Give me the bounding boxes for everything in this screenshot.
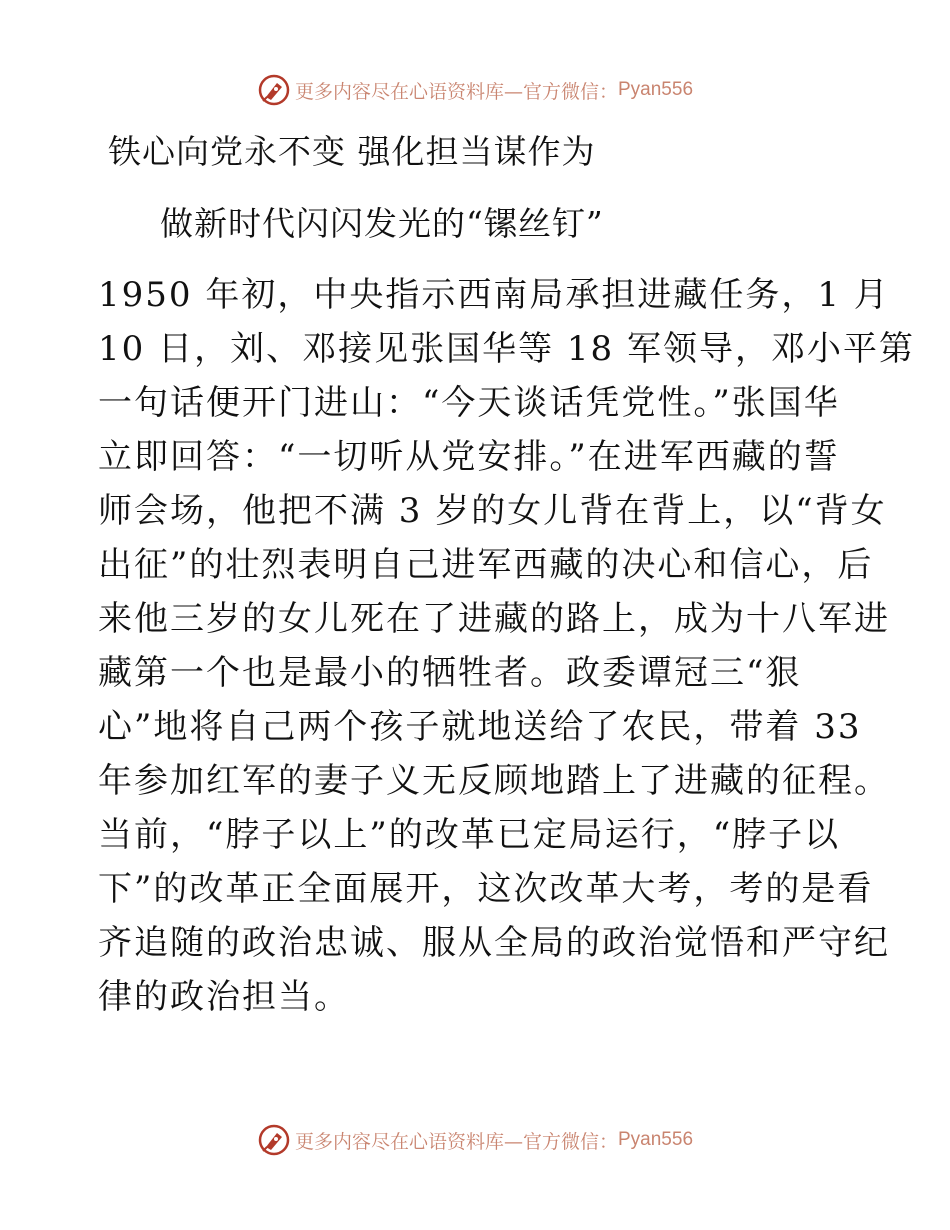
footer-watermark	[0, 1120, 950, 1160]
body-line: 齐追随的政治忠诚、服从全局的政治觉悟和严守纪	[98, 923, 890, 963]
body-line: 出征”的壮烈表明自己进军西藏的决心和信心，后	[98, 545, 874, 585]
body-line: 10 日，刘、邓接见张国华等 18 军领导，邓小平第	[98, 329, 915, 369]
document-title: 铁心向党永不变 强化担当谋作为	[108, 132, 596, 171]
body-line: 心”地将自己两个孩子就地送给了农民，带着 33	[98, 707, 862, 747]
body-line: 来他三岁的女儿死在了进藏的路上，成为十八军进	[98, 599, 890, 639]
body-line: 立即回答：“一切听从党安排。”在进军西藏的誓	[98, 437, 840, 477]
body-line: 下”的改革正全面展开，这次改革大考，考的是看	[98, 869, 874, 909]
watermark-text: 更多内容尽在心语资料库—官方微信：	[294, 80, 618, 103]
document-subtitle: 做新时代闪闪发光的“镙丝钉”	[160, 204, 604, 243]
pen-nib-logo-icon	[257, 1123, 291, 1157]
body-line: 年参加红军的妻子义无反顾地踏上了进藏的征程。	[98, 761, 890, 801]
body-line: 一句话便开门进山：“今天谈话凭党性。”张国华	[98, 383, 840, 423]
watermark-wechat-id: Pyan556	[618, 79, 694, 100]
body-line: 当前，“脖子以上”的改革已定局运行，“脖子以	[98, 815, 841, 855]
watermark-text: 更多内容尽在心语资料库—官方微信：	[294, 1130, 618, 1153]
header-watermark	[0, 70, 950, 110]
pen-nib-logo-icon	[257, 73, 291, 107]
watermark-wechat-id: Pyan556	[618, 1129, 694, 1150]
body-line: 师会场，他把不满 3 岁的女儿背在背上，以“背女	[98, 491, 887, 531]
body-paragraph	[98, 268, 915, 1024]
body-line: 1950 年初，中央指示西南局承担进藏任务，1 月	[98, 275, 890, 315]
body-line: 藏第一个也是最小的牺牲者。政委谭冠三“狠	[98, 653, 802, 693]
body-line: 律的政治担当。	[98, 977, 350, 1017]
